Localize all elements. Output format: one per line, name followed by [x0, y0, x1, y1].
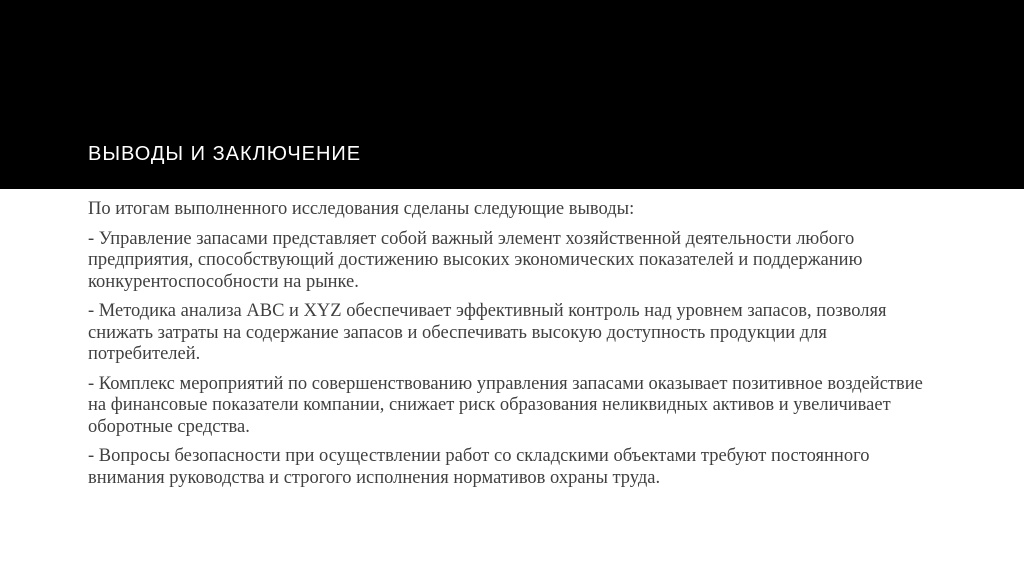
conclusion-point-1: - Управление запасами представляет собой важный элемент хозяйственной деятельности любого предприятия, способствующий достижению высоких экономических показателей и поддержанию конкурентоспособности на рынке. — [88, 228, 863, 292]
slide-title: ВЫВОДЫ И ЗАКЛЮЧЕНИЕ — [88, 143, 362, 165]
conclusion-point-2: - Методика анализа ABC и XYZ обеспечивает эффективный контроль над уровнем запасов, позволяя снижать затраты на содержание запасов и обеспечивать высокую доступность продукции для потребителей. — [88, 301, 887, 364]
title-band — [0, 0, 1024, 189]
intro-paragraph: По итогам выполненного исследования сделаны следующие выводы: — [88, 199, 635, 219]
slide-body — [88, 199, 938, 497]
conclusion-point-4: - Вопросы безопасности при осуществлении работ со складскими объектами требуют постоянного внимания руководства и строгого исполнения нормативов охраны труда. — [88, 446, 870, 488]
conclusion-point-3: - Комплекс мероприятий по совершенствованию управления запасами оказывает позитивное воздействие на финансовые показатели компании, снижает риск образования неликвидных активов и увеличивает оборотные средства. — [88, 373, 923, 437]
